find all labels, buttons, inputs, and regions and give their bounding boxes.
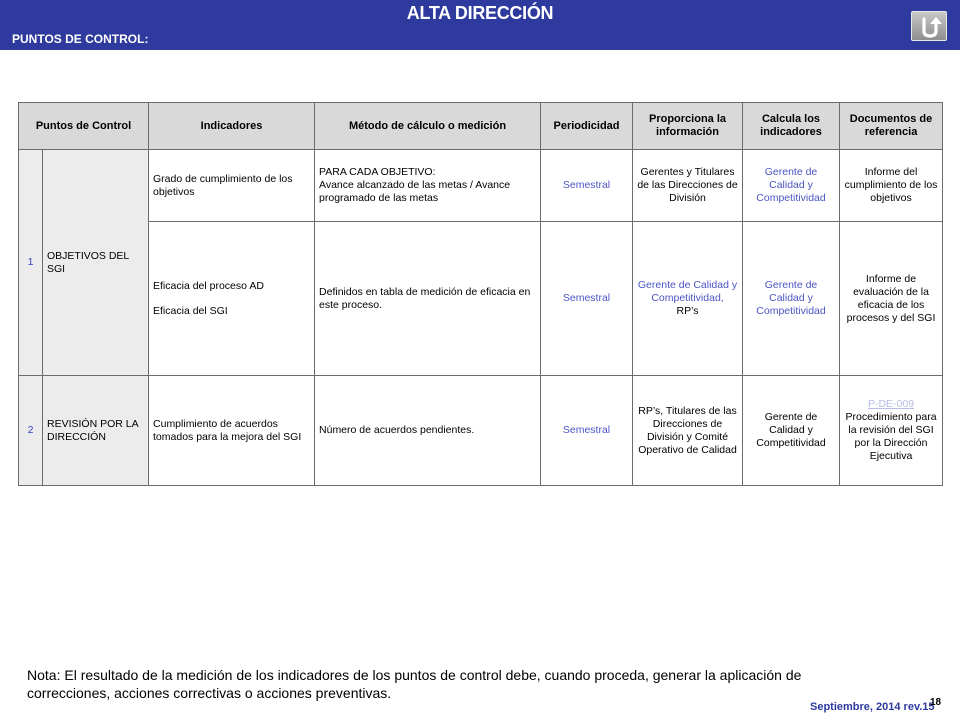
periodicity-cell: Semestral (541, 376, 633, 486)
provides-highlight: Gerente de Calidad y Competitividad, (637, 279, 738, 304)
calculates-cell: Gerente de Calidad y Competitividad (743, 222, 840, 376)
footnote: Nota: El resultado de la medición de los indicadores de los puntos de control debe, cuando proceda, generar la aplicación de correcciones, acciones correctivas o acciones preventivas. (27, 667, 802, 701)
group-name: REVISIÓN POR LA DIRECCIÓN (43, 376, 149, 486)
col-header-method: Método de cálculo o medición (315, 103, 541, 150)
method-cell: Definidos en tabla de medición de eficacia en este proceso. (315, 222, 541, 376)
documents-cell (840, 376, 943, 486)
return-arrow-icon (916, 13, 944, 41)
group-number: 1 (19, 150, 43, 376)
table-row (19, 150, 943, 222)
documents-cell: Informe del cumplimiento de los objetivos (840, 150, 943, 222)
provides-cell (633, 222, 743, 376)
method-heading: PARA CADA OBJETIVO: (319, 166, 436, 178)
col-header-provides: Proporciona la información (633, 103, 743, 150)
table-row (19, 222, 943, 376)
indicator-line: Eficacia del SGI (153, 304, 228, 317)
calculates-cell: Gerente de Calidad y Competitividad (743, 376, 840, 486)
provides-text: RP’s (676, 305, 699, 317)
calculates-cell: Gerente de Calidad y Competitividad (743, 150, 840, 222)
page-title: ALTA DIRECCIÓN (406, 3, 554, 23)
method-cell: Número de acuerdos pendientes. (315, 376, 541, 486)
control-points-table (18, 102, 943, 486)
header-bar (0, 0, 960, 50)
doc-link-p-de-009[interactable]: P-DE-009 (867, 398, 915, 410)
documents-cell: Informe de evaluación de la eficacia de los procesos y del SGI (840, 222, 943, 376)
col-header-calculates: Calcula los indicadores (743, 103, 840, 150)
method-cell (315, 150, 541, 222)
col-header-periodicity: Periodicidad (541, 103, 633, 150)
table-row (19, 376, 943, 486)
indicator-line: Eficacia del proceso AD (153, 279, 264, 292)
documents-text: Procedimiento para la revisión del SGI por la Dirección Ejecutiva (845, 411, 937, 462)
col-header-indicators: Indicadores (149, 103, 315, 150)
periodicity-cell: Semestral (541, 222, 633, 376)
back-button[interactable] (911, 11, 947, 41)
provides-cell: RP’s, Titulares de las Direcciones de División y Comité Operativo de Calidad (633, 376, 743, 486)
periodicity-cell: Semestral (541, 150, 633, 222)
indicator-cell: Grado de cumplimiento de los objetivos (149, 150, 315, 222)
provides-cell: Gerentes y Titulares de las Direcciones de División (633, 150, 743, 222)
page-subtitle: PUNTOS DE CONTROL: (12, 32, 149, 46)
revision-date: Septiembre, 2014 rev.15 (810, 701, 935, 713)
group-number: 2 (19, 376, 43, 486)
col-header-control-points: Puntos de Control (19, 103, 149, 150)
col-header-documents: Documentos de referencia (840, 103, 943, 150)
method-text: Avance alcanzado de las metas / Avance programado de las metas (319, 179, 511, 204)
indicator-cell (149, 222, 315, 376)
group-name: OBJETIVOS DEL SGI (43, 150, 149, 376)
indicator-cell: Cumplimiento de acuerdos tomados para la mejora del SGI (149, 376, 315, 486)
page-number: 18 (930, 697, 942, 708)
table-header-row (19, 103, 943, 150)
